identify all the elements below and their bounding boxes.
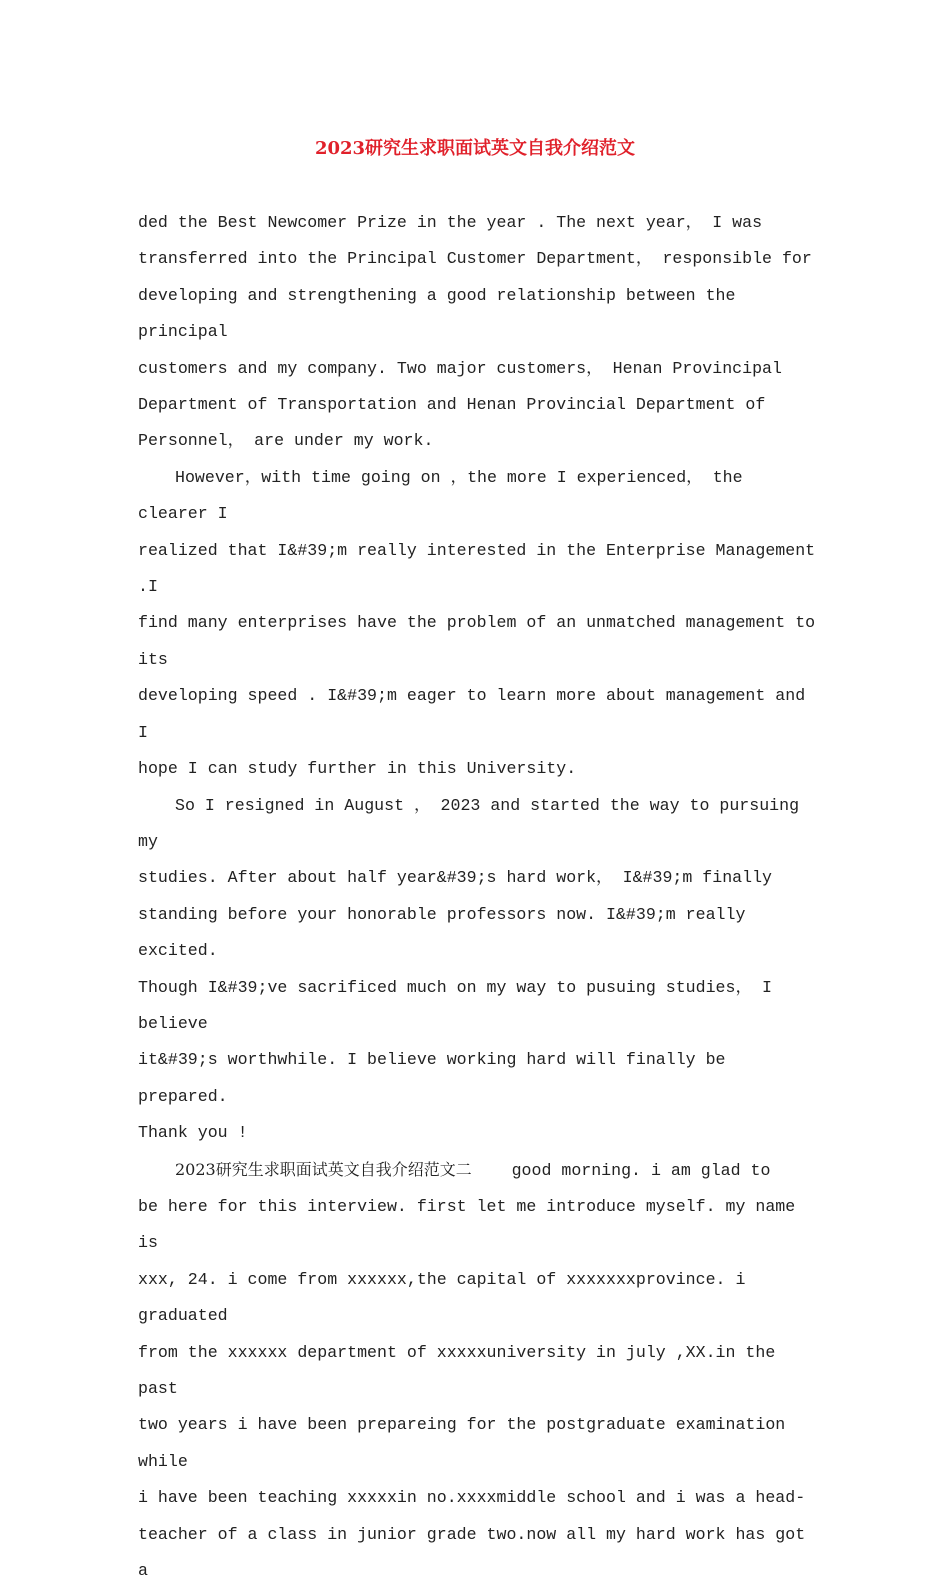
text-line: it&#39;s worthwhile. I believe working hard will finally be prepared. <box>138 1050 736 1106</box>
text-line: developing and strengthening a good relationship between the principal <box>138 285 746 342</box>
paragraph-2 <box>138 460 826 788</box>
text-line: studies. After about half year&#39;s hard work， I&#39;m finally <box>138 868 772 888</box>
paragraph-1 <box>138 205 818 460</box>
text-line: hope I can study further in this University. <box>138 759 577 779</box>
text-line: However，with time going on ，the more I experienced， the clearer I <box>138 467 753 524</box>
text-line: standing before your honorable professors now. I&#39;m really excited. <box>138 904 756 961</box>
text-line: Though I&#39;ve sacrificed much on my way to pusuing studies， I believe <box>138 977 782 1033</box>
text-line: be here for this interview. first let me introduce myself. my name is <box>138 1196 806 1253</box>
section-two-paragraph <box>138 1152 818 1589</box>
document-title: 2023研究生求职面试英文自我介绍范文 <box>314 138 636 159</box>
text-line: customers and my company. Two major customers， Henan Provincipal <box>138 358 782 378</box>
text-line: realized that I&#39;m really interested in the Enterprise Management .I <box>138 540 826 597</box>
text-line: Department of Transportation and Henan Provincial Department of <box>138 395 766 415</box>
section-two-heading: 2023研究生求职面试英文自我介绍范文二 <box>175 1159 472 1179</box>
text-line: ded the Best Newcomer Prize in the year . The next year， I was <box>138 213 763 232</box>
document-body <box>138 205 826 1589</box>
text-line: xxx, 24. i come from xxxxxx,the capital of xxxxxxxprovince. i graduated <box>138 1269 756 1326</box>
paragraph-3 <box>138 788 818 1152</box>
text-line: Personnel， are under my work. <box>138 431 434 451</box>
text-line: So I resigned in August ， 2023 and started the way to pursuing my <box>138 795 809 851</box>
text-line: good morning. i am glad to <box>471 1160 771 1180</box>
text-line: find many enterprises have the problem of an unmatched management to its <box>138 613 826 669</box>
text-line: two years i have been prepareing for the postgraduate examination while <box>138 1415 796 1471</box>
text-line: teacher of a class in junior grade two.now all my hard work has got a <box>138 1524 816 1581</box>
text-line: i have been teaching xxxxxin no.xxxxmiddle school and i was a head- <box>138 1488 806 1508</box>
text-line: transferred into the Principal Customer Department， responsible for <box>138 249 812 269</box>
text-line: Thank you ! <box>138 1123 248 1143</box>
text-line: from the xxxxxx department of xxxxxuniversity in july ,XX.in the past <box>138 1342 786 1398</box>
text-line: developing speed . I&#39;m eager to learn more about management and I <box>138 686 816 742</box>
